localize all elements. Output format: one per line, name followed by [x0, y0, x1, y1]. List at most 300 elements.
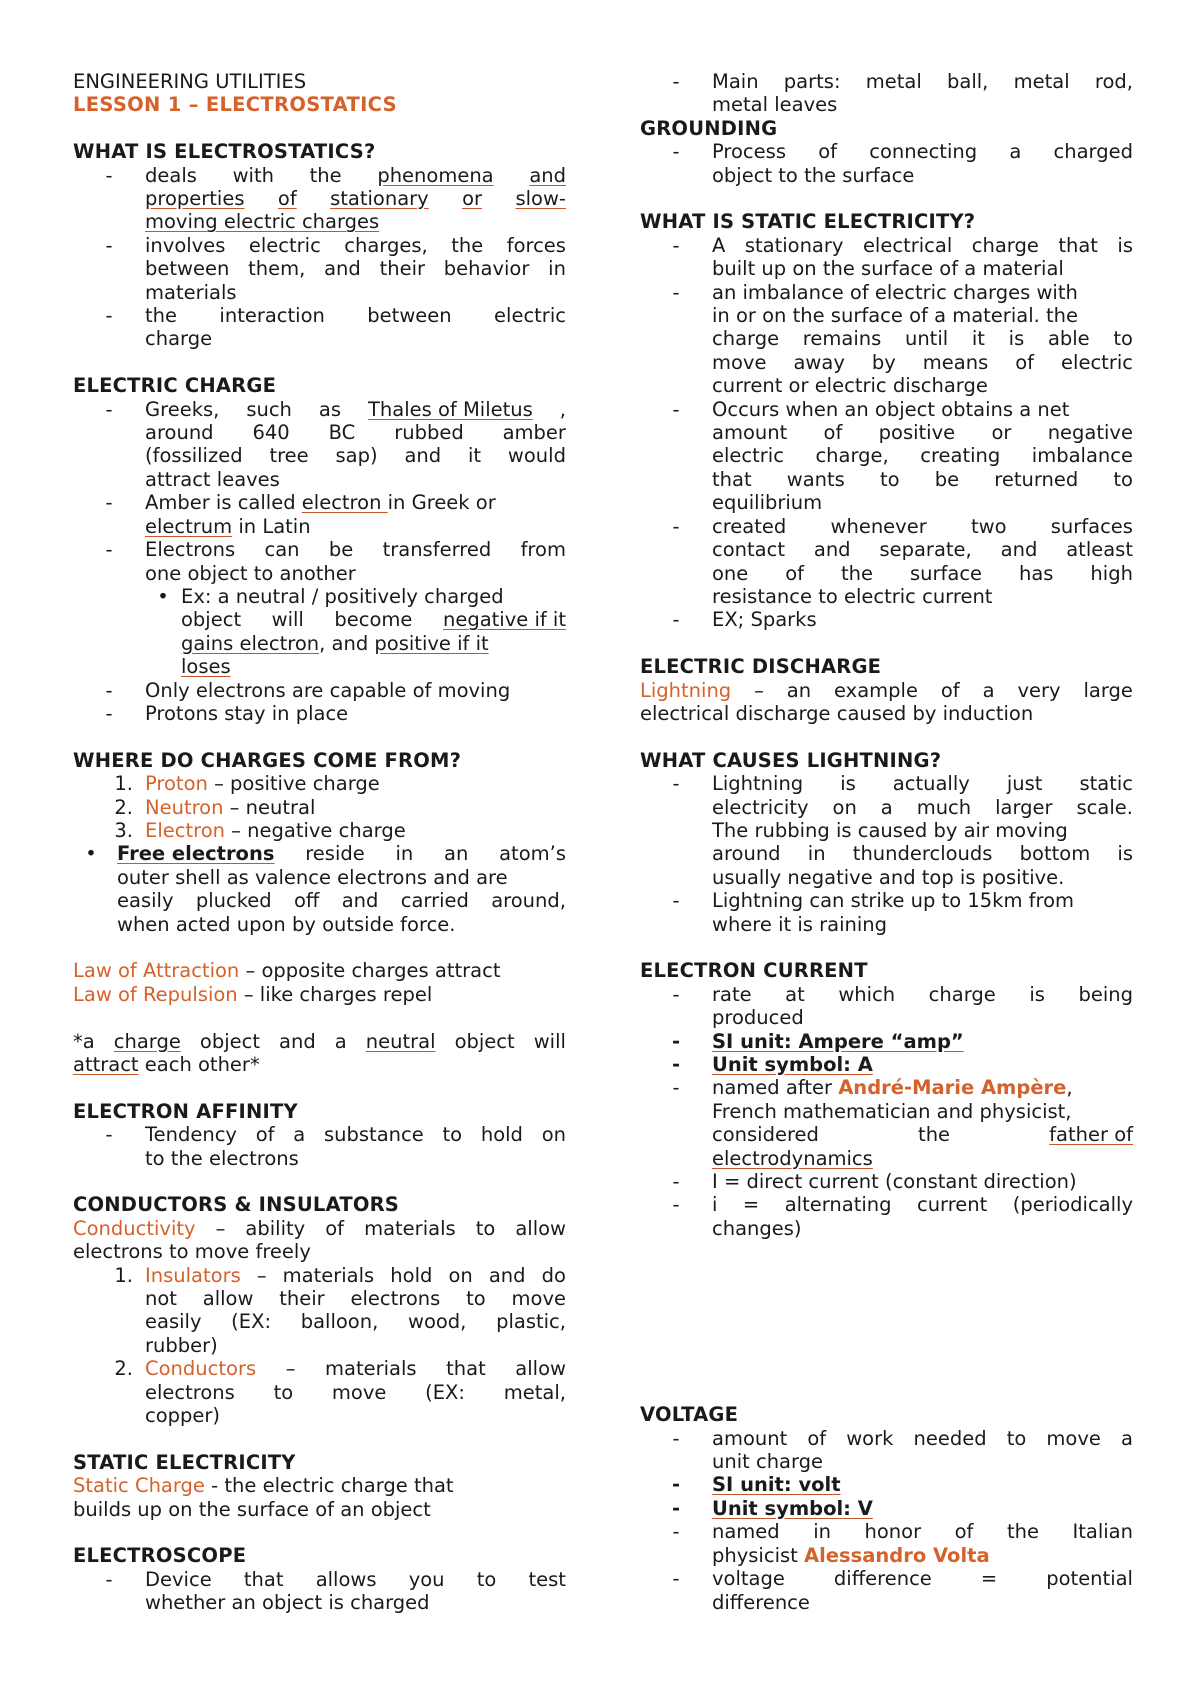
text-segment: test — [528, 1567, 566, 1591]
text-segment: actually — [892, 772, 970, 796]
text-segment: French mathematician and physicist, — [712, 1099, 1072, 1123]
text-line — [640, 842, 1133, 865]
text-segment: built up on the surface of a material — [712, 257, 1064, 281]
text-segment: that — [1058, 233, 1098, 257]
text-segment: = — [980, 1567, 998, 1591]
line-text — [73, 1100, 298, 1123]
text-segment: that — [243, 1567, 284, 1591]
dash-marker: - — [672, 233, 680, 257]
line-text — [712, 1053, 873, 1076]
text-line — [73, 1334, 566, 1357]
list-number: 2. — [114, 795, 133, 819]
text-line — [73, 562, 566, 585]
bullet-icon: • — [85, 842, 97, 866]
line-text — [73, 1451, 296, 1474]
text-line — [73, 70, 566, 93]
line-text — [640, 1403, 738, 1426]
line-text — [145, 327, 212, 350]
text-segment: voltage — [712, 1567, 785, 1591]
text-segment: a — [880, 795, 893, 819]
line-text — [640, 959, 868, 982]
dash-marker: - — [105, 163, 113, 187]
dash-marker: - — [672, 70, 680, 93]
underlined-text: phenomena — [377, 163, 494, 187]
text-segment: large — [1083, 678, 1133, 702]
section-heading — [640, 210, 1133, 233]
text-segment: means — [922, 350, 989, 374]
list-item — [640, 772, 1133, 795]
text-segment: resistance to electric current — [712, 584, 993, 608]
line-text — [145, 1404, 220, 1427]
text-segment: created — [712, 514, 787, 538]
line-text — [145, 210, 379, 233]
text-line — [640, 1544, 1133, 1567]
section-heading — [640, 117, 1133, 140]
highlighted-term: Law of Attraction — [73, 959, 240, 983]
text-segment: to — [1113, 327, 1133, 351]
text-segment: with — [232, 163, 274, 187]
text-segment: around — [712, 842, 781, 866]
text-segment: needed — [913, 1426, 987, 1450]
blank-line — [640, 187, 1133, 210]
text-segment: (fossilized — [145, 444, 243, 468]
dash-marker: - — [105, 701, 113, 725]
list-item — [640, 1193, 1133, 1216]
line-text — [712, 1567, 1133, 1590]
text-segment: bottom — [1019, 842, 1091, 866]
text-line — [73, 983, 566, 1006]
text-line — [73, 1404, 566, 1427]
line-text — [712, 1427, 1133, 1450]
text-segment: parts: — [783, 70, 841, 93]
text-segment: an — [786, 678, 812, 702]
list-item — [640, 70, 1133, 93]
text-line — [73, 327, 566, 350]
text-segment: and — [488, 1263, 526, 1287]
text-segment: allow — [202, 1287, 254, 1311]
text-line — [73, 1591, 566, 1614]
text-segment: considered — [712, 1123, 819, 1147]
text-line — [73, 1381, 566, 1404]
line-text — [145, 257, 566, 280]
text-segment: (EX: — [425, 1380, 465, 1404]
list-item — [640, 1170, 1133, 1193]
line-text — [145, 281, 237, 304]
text-segment: ELECTRIC DISCHARGE — [640, 655, 882, 679]
underlined-text: Free electrons — [117, 842, 275, 866]
line-text — [145, 538, 566, 561]
text-segment: i — [712, 1193, 718, 1217]
text-segment: alternating — [784, 1193, 892, 1217]
text-segment: as — [318, 397, 341, 421]
list-item — [73, 304, 566, 327]
text-segment: attract leaves — [145, 467, 280, 491]
text-segment: just — [1006, 772, 1043, 796]
list-item — [73, 679, 566, 702]
list-item — [640, 1520, 1133, 1543]
text-line — [73, 959, 566, 982]
text-segment: and — [341, 889, 379, 913]
text-segment: – — [256, 1263, 267, 1287]
text-line — [640, 819, 1133, 842]
underlined-text: electron — [301, 491, 388, 515]
text-segment: amount — [712, 421, 788, 445]
line-text — [145, 398, 566, 421]
text-segment: move — [331, 1380, 387, 1404]
text-line — [73, 1240, 566, 1263]
underlined-text: stationary — [330, 187, 429, 211]
text-segment: named — [712, 1520, 780, 1544]
text-segment: work — [846, 1426, 894, 1450]
dash-marker: - — [672, 397, 680, 421]
line-text — [117, 913, 455, 936]
text-segment: plastic, — [496, 1310, 566, 1334]
text-segment: the — [451, 233, 484, 257]
line-text — [712, 515, 1133, 538]
list-item — [640, 140, 1133, 163]
list-item — [73, 1264, 566, 1287]
text-segment: their — [379, 257, 425, 281]
line-text — [145, 1334, 218, 1357]
text-segment: contact — [712, 538, 785, 562]
text-segment: them, — [248, 257, 306, 281]
section-heading — [640, 749, 1133, 772]
line-text — [73, 1030, 566, 1053]
text-segment: to — [1006, 1426, 1027, 1450]
line-text — [712, 1100, 1072, 1123]
text-segment: metal — [865, 70, 922, 93]
text-segment: plucked — [195, 889, 272, 913]
text-segment: – — [754, 678, 764, 702]
text-segment: transferred — [382, 538, 492, 562]
text-segment: ELECTRIC CHARGE — [73, 374, 277, 398]
text-segment: I = direct current (constant direction) — [712, 1170, 1077, 1194]
line-text — [145, 679, 510, 702]
list-item — [73, 164, 566, 187]
line-text — [712, 444, 1133, 467]
text-segment: difference — [833, 1567, 932, 1591]
text-segment: forces — [506, 233, 566, 257]
line-text — [117, 866, 508, 889]
text-segment: BC — [328, 421, 356, 445]
text-line — [640, 1006, 1133, 1029]
line-text — [145, 1123, 566, 1146]
text-segment: on — [541, 1123, 566, 1147]
line-text — [145, 562, 356, 585]
highlighted-term: Insulators — [145, 1263, 241, 1287]
list-item — [640, 234, 1133, 257]
line-text — [145, 1147, 299, 1170]
list-item — [73, 772, 566, 795]
text-segment: VOLTAGE — [640, 1403, 739, 1427]
underlined-text: properties — [145, 187, 245, 211]
text-line — [73, 608, 566, 631]
dash-marker: - — [671, 1473, 681, 1497]
list-item — [73, 398, 566, 421]
text-segment: 640 — [252, 421, 290, 445]
list-item — [640, 983, 1133, 1006]
text-segment: in — [813, 1520, 831, 1544]
dash-marker: - — [671, 1053, 681, 1076]
text-segment: Device — [145, 1567, 212, 1591]
text-segment: electrons — [350, 1287, 441, 1311]
list-item — [73, 538, 566, 561]
underlined-text: Unit symbol: V — [712, 1496, 873, 1520]
text-segment: in — [548, 257, 566, 281]
text-segment: of — [1015, 350, 1035, 374]
text-segment: = — [742, 1193, 760, 1217]
line-text — [712, 913, 887, 936]
line-text — [640, 655, 881, 678]
text-line — [640, 1217, 1133, 1240]
text-segment: (EX: — [231, 1310, 272, 1334]
text-segment: metal — [1013, 70, 1070, 93]
text-segment: is — [1117, 233, 1133, 257]
text-line — [73, 187, 566, 210]
text-segment: rate — [712, 982, 752, 1006]
text-segment: of — [940, 678, 960, 702]
text-segment: ELECTROSCOPE — [73, 1544, 247, 1568]
text-segment: the — [841, 561, 874, 585]
text-segment: can — [264, 538, 300, 562]
text-segment: materials — [145, 280, 237, 304]
underlined-text: electrodynamics — [712, 1146, 873, 1170]
text-segment: of — [807, 1426, 827, 1450]
list-item — [73, 491, 566, 514]
text-segment: charge, — [815, 444, 889, 468]
text-segment: a — [1009, 140, 1022, 164]
line-text — [145, 444, 566, 467]
text-line — [73, 281, 566, 304]
line-text — [181, 585, 504, 608]
blank-line — [73, 351, 566, 374]
text-segment: materials — [364, 1216, 456, 1240]
text-segment: Greeks, — [145, 397, 220, 421]
list-number: 2. — [114, 1357, 133, 1381]
list-item — [73, 702, 566, 725]
text-segment: rubbed — [394, 421, 464, 445]
line-text — [712, 421, 1133, 444]
text-segment: and — [404, 444, 442, 468]
text-segment: the — [309, 163, 342, 187]
text-segment: around, — [491, 889, 566, 913]
dash-marker: - — [105, 491, 113, 515]
dash-marker: - — [105, 1567, 113, 1591]
underlined-text: electrum — [145, 514, 233, 538]
text-segment: object — [181, 608, 242, 632]
text-line — [640, 468, 1133, 491]
text-segment: substance — [324, 1123, 424, 1147]
blank-line — [640, 725, 1133, 748]
line-text — [712, 1123, 1133, 1146]
list-item — [73, 796, 566, 819]
text-segment: copper) — [145, 1404, 221, 1428]
text-line — [640, 913, 1133, 936]
text-segment: it — [468, 444, 482, 468]
text-segment: materials — [282, 1263, 375, 1287]
line-text — [145, 491, 496, 514]
text-segment: , — [559, 397, 566, 421]
text-segment: amber — [502, 421, 566, 445]
line-text — [73, 1474, 454, 1497]
line-text — [712, 351, 1133, 374]
highlighted-term: Conductivity — [73, 1216, 196, 1240]
line-text — [712, 1006, 804, 1029]
text-segment: changes) — [712, 1216, 802, 1240]
text-segment: of — [818, 140, 837, 164]
text-segment: stationary — [744, 233, 844, 257]
line-text — [712, 327, 1133, 350]
highlighted-term: André-Marie Ampère — [838, 1076, 1067, 1100]
line-text — [73, 1240, 311, 1263]
list-item — [640, 1567, 1133, 1590]
text-segment: charge — [928, 982, 996, 1006]
line-text — [73, 1193, 399, 1216]
text-segment: not — [145, 1287, 177, 1311]
text-line — [73, 468, 566, 491]
text-segment: creating — [920, 444, 1001, 468]
text-segment: to — [442, 1123, 463, 1147]
text-segment: electricity — [712, 795, 809, 819]
text-line — [640, 796, 1133, 819]
text-segment: usually negative and top is positive. — [712, 865, 1065, 889]
text-segment: of — [325, 1216, 345, 1240]
list-item — [640, 281, 1133, 304]
text-segment: *a — [73, 1029, 95, 1053]
highlighted-term: Conductors — [145, 1357, 257, 1381]
line-text — [145, 515, 311, 538]
line-text — [712, 234, 1133, 257]
text-segment: – like charges repel — [237, 982, 433, 1006]
text-line — [640, 1147, 1133, 1170]
text-segment: Lightning can strike up to 15km from — [712, 889, 1075, 913]
text-segment: unit charge — [712, 1450, 824, 1474]
line-text — [73, 70, 306, 93]
text-segment: has — [1019, 561, 1054, 585]
underlined-text: and — [529, 163, 566, 187]
text-segment: interaction — [219, 304, 325, 328]
text-segment: WHAT IS ELECTROSTATICS? — [73, 140, 376, 164]
list-item — [640, 1053, 1133, 1076]
text-segment: to — [879, 467, 900, 491]
text-segment: static — [1079, 772, 1133, 796]
text-segment: builds up on the surface of an object — [73, 1497, 431, 1521]
text-segment: carried — [400, 889, 469, 913]
line-text — [712, 468, 1133, 491]
text-segment: a — [982, 678, 995, 702]
text-line — [640, 1450, 1133, 1473]
text-segment: returned — [994, 467, 1079, 491]
line-text — [712, 1591, 810, 1614]
line-text — [712, 374, 988, 397]
line-text — [712, 491, 822, 514]
dash-marker: - — [105, 233, 113, 257]
text-segment: metal leaves — [712, 93, 838, 117]
text-line — [640, 93, 1133, 116]
list-number: 1. — [114, 772, 133, 796]
line-text — [712, 866, 1064, 889]
dash-marker: - — [105, 678, 113, 702]
underlined-text: Thales of Miletus — [367, 397, 533, 421]
text-line — [73, 444, 566, 467]
text-line — [73, 257, 566, 280]
line-text — [73, 93, 397, 116]
line-text — [712, 281, 1078, 304]
list-item — [73, 1123, 566, 1146]
section-heading — [640, 959, 1133, 982]
text-segment: outer shell as valence electrons and are — [117, 865, 508, 889]
line-text — [145, 234, 566, 257]
list-number: 3. — [114, 818, 133, 842]
text-line — [73, 1474, 566, 1497]
text-segment: and — [813, 538, 851, 562]
text-segment: high — [1090, 561, 1133, 585]
text-segment: WHERE DO CHARGES COME FROM? — [73, 748, 462, 772]
text-segment: the — [1006, 1520, 1039, 1544]
text-segment: will — [271, 608, 304, 632]
line-text — [712, 93, 837, 116]
text-segment: surface — [909, 561, 983, 585]
text-segment: ENGINEERING UTILITIES — [73, 70, 307, 93]
text-line — [73, 866, 566, 889]
underlined-text: or — [462, 187, 483, 211]
text-segment: electrons — [145, 1380, 235, 1404]
text-segment: is — [1029, 982, 1045, 1006]
text-segment: being — [1078, 982, 1133, 1006]
text-segment: physicist — [712, 1543, 804, 1567]
text-segment: electric — [1061, 350, 1133, 374]
text-segment: – negative charge — [224, 818, 406, 842]
text-segment: sap) — [335, 444, 378, 468]
text-segment: materials — [325, 1357, 417, 1381]
highlighted-term: Law of Repulsion — [73, 982, 238, 1006]
text-segment: that — [446, 1357, 486, 1381]
line-text — [712, 1497, 873, 1520]
line-text — [712, 772, 1133, 795]
underlined-text: slow- — [515, 187, 566, 211]
dash-marker: - — [672, 1076, 680, 1100]
text-line — [73, 1217, 566, 1240]
text-segment: - the electric charge that — [204, 1474, 454, 1498]
text-line — [640, 1100, 1133, 1123]
list-item — [73, 585, 566, 608]
line-text — [712, 257, 1064, 280]
text-line — [640, 374, 1133, 397]
line-text — [117, 842, 566, 865]
text-segment: – — [285, 1357, 296, 1381]
highlighted-term: Proton — [145, 772, 208, 796]
text-segment: whether an object is charged — [145, 1591, 430, 1615]
text-segment: separate, — [879, 538, 972, 562]
dash-marker: - — [105, 1123, 113, 1147]
text-segment: Occurs when an object obtains a net — [712, 397, 1070, 421]
text-segment: an imbalance of electric charges with — [712, 280, 1078, 304]
text-segment: to — [475, 1216, 496, 1240]
text-segment: ball, — [947, 70, 989, 93]
text-segment: amount — [712, 1426, 788, 1450]
text-segment: – — [215, 1216, 226, 1240]
text-segment: that — [712, 467, 752, 491]
line-text — [145, 1381, 566, 1404]
text-segment: LESSON 1 – ELECTROSTATICS — [73, 93, 397, 117]
dash-marker: - — [672, 889, 680, 913]
text-segment: of — [954, 1520, 974, 1544]
section-heading — [73, 1451, 566, 1474]
text-segment: involves — [145, 233, 226, 257]
line-text — [640, 679, 1133, 702]
text-segment: EX; Sparks — [712, 608, 817, 632]
dash-marker: - — [672, 1520, 680, 1544]
